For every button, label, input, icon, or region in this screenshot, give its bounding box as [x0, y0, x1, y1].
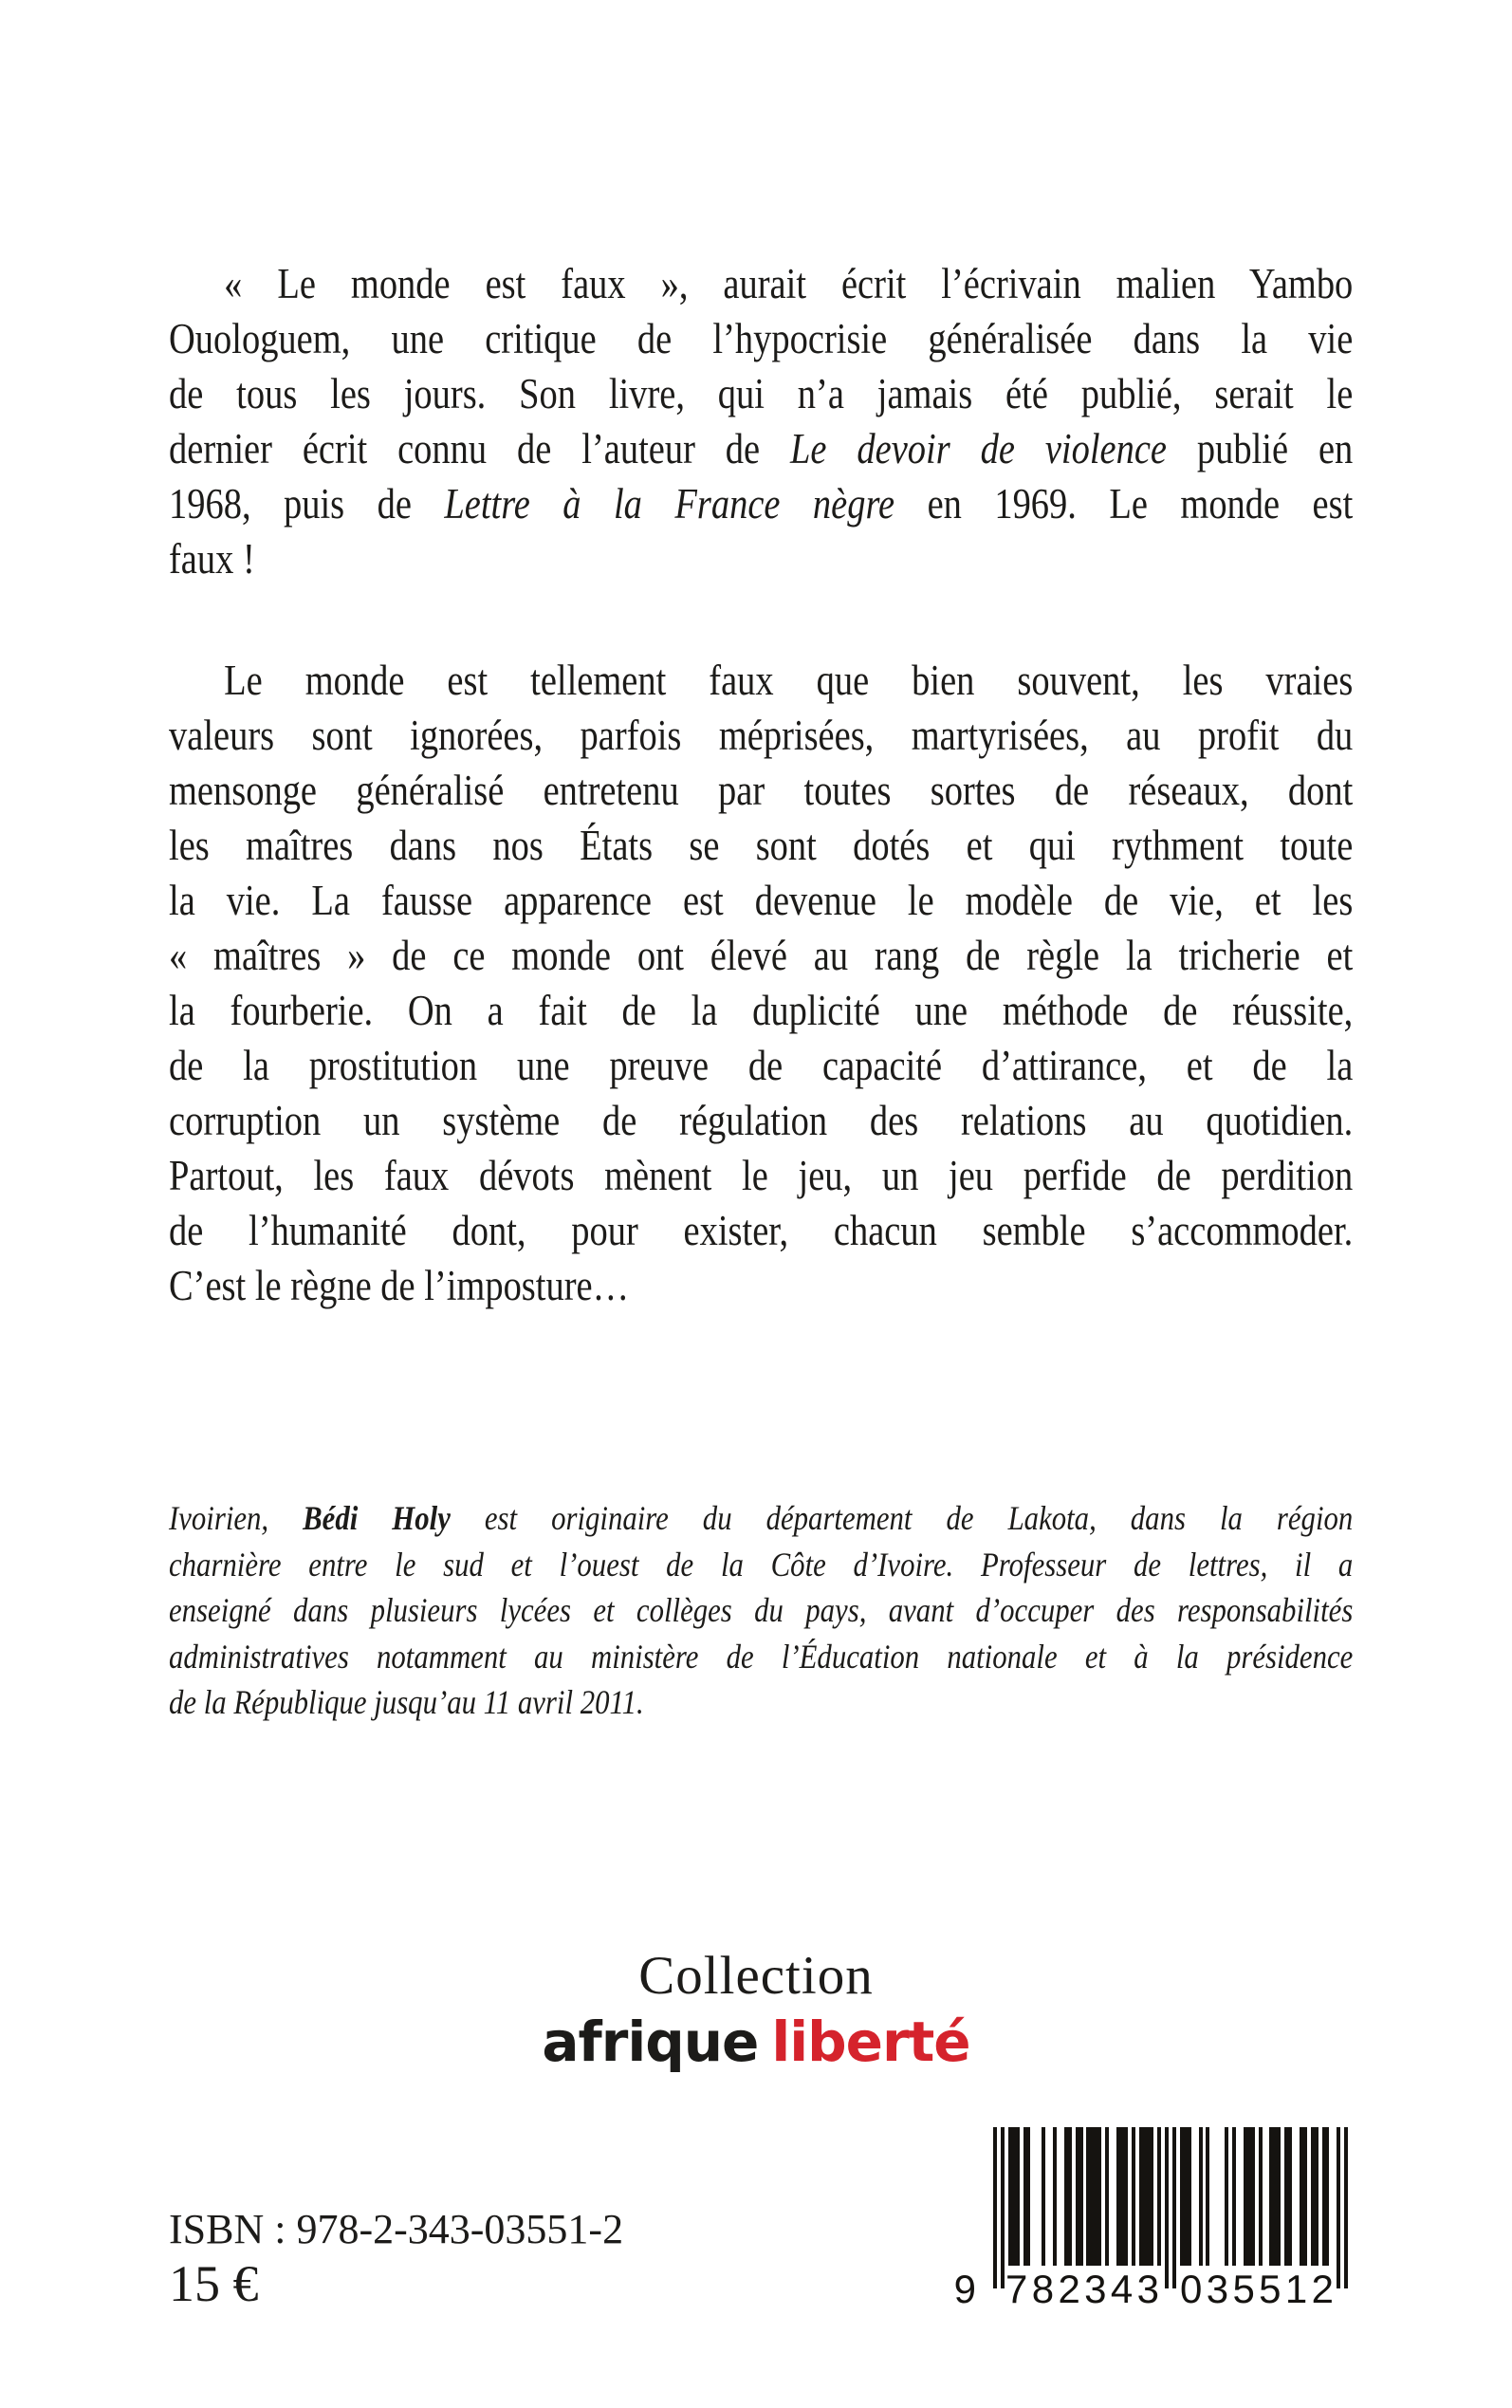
text-run: Bédi Holy [303, 1499, 451, 1537]
barcode-digit: 5 [1232, 2267, 1255, 2311]
paragraph [169, 653, 1353, 1313]
text-line [169, 421, 1353, 476]
text-run: Le devoir de violence [790, 425, 1167, 472]
text-run: en 1969. Le monde est [894, 480, 1354, 528]
text-run: Le monde est tellement faux que bien souvent, les vraies [224, 657, 1354, 704]
text-run: corruption un système de régulation des relations au quotidien. [169, 1097, 1354, 1144]
barcode-digit: 5 [1259, 2267, 1282, 2311]
isbn-text: ISBN : 978-2-343-03551-2 [169, 2206, 624, 2252]
text-run: « Le monde est faux », aurait écrit l’écrivain malien Yambo [224, 260, 1354, 307]
price-text: 15 € [169, 2255, 259, 2312]
barcode-bars [993, 2127, 1348, 2288]
text-line [169, 1038, 1353, 1093]
text-run: « maîtres » de ce monde ont élevé au rang de règle la tricherie et [169, 932, 1354, 979]
barcode-digit: 3 [1136, 2267, 1159, 2311]
barcode-digit: 1 [1284, 2267, 1308, 2311]
text-run: charnière entre le sud et l’ouest de la Côte d’Ivoire. Professeur de lettres, il a [169, 1545, 1354, 1584]
barcode-digits-right [1180, 2269, 1334, 2309]
text-line [169, 983, 1353, 1038]
text-line [169, 1148, 1353, 1203]
text-line [169, 1258, 1353, 1313]
text-run: les maîtres dans nos États se sont dotés et qui rythment toute [169, 822, 1354, 869]
collection-block [0, 1947, 1512, 2076]
text-run: enseigné dans plusieurs lycées et collèges du pays, avant d’occuper des responsabilités [169, 1591, 1354, 1629]
barcode-digit: 3 [1084, 2267, 1107, 2311]
text-line [169, 531, 1353, 586]
text-line [169, 311, 1353, 366]
collection-label: Collection [638, 1946, 874, 2006]
text-run: de tous les jours. Son livre, qui n’a jamais été publié, serait le [169, 370, 1354, 417]
text-line [169, 1495, 1353, 1542]
text-run: Partout, les faux dévots mènent le jeu, un jeu perfide de perdition [169, 1152, 1354, 1199]
barcode-digits-left [1005, 2269, 1159, 2309]
barcode [953, 2127, 1349, 2311]
text-run: Lettre à la France nègre [444, 480, 895, 528]
text-run: publié en [1166, 425, 1354, 472]
text-run: de la République jusqu’au 11 avril 2011. [169, 1683, 644, 1721]
text-run: Ivoirien, [169, 1499, 304, 1537]
text-run: est originaire du département de Lakota, dans la région [450, 1499, 1354, 1537]
synopsis-text [169, 256, 1353, 1313]
text-run: faux ! [169, 535, 255, 583]
barcode-digit: 8 [1031, 2267, 1055, 2311]
text-run: la vie. La fausse apparence est devenue le modèle de vie, et les [169, 877, 1354, 924]
barcode-digit-first: 9 [953, 2267, 976, 2311]
text-run: la fourberie. On a fait de la duplicité une méthode de réussite, [169, 987, 1354, 1034]
barcode-digit: 2 [1058, 2267, 1080, 2311]
text-line [169, 763, 1353, 818]
series-name-liberte: liberté [771, 2010, 970, 2074]
text-run: mensonge généralisé entretenu par toutes sortes de réseaux, dont [169, 767, 1354, 814]
text-run: Ouologuem, une critique de l’hypocrisie généralisée dans la vie [169, 315, 1354, 362]
text-run: dernier écrit connu de l’auteur de [169, 425, 791, 472]
text-line [169, 476, 1353, 531]
text-line [169, 1093, 1353, 1148]
text-run: C’est le règne de l’imposture… [169, 1262, 630, 1309]
text-line [169, 1587, 1353, 1634]
text-line [169, 1542, 1353, 1588]
text-run: 1968, puis de [169, 480, 445, 528]
author-bio [169, 1495, 1353, 1726]
barcode-digit: 4 [1110, 2267, 1134, 2311]
text-run: de l’humanité dont, pour exister, chacun semble s’accommoder. [169, 1207, 1354, 1254]
text-line [169, 708, 1353, 763]
barcode-bar [1344, 2127, 1348, 2288]
barcode-digit: 0 [1180, 2267, 1203, 2311]
barcode-digit: 7 [1005, 2267, 1028, 2311]
text-run: de la prostitution une preuve de capacité d’attirance, et de la [169, 1042, 1354, 1089]
text-line [169, 818, 1353, 873]
barcode-digit: 2 [1311, 2267, 1334, 2311]
barcode-digit: 3 [1206, 2267, 1229, 2311]
text-line [169, 653, 1353, 708]
text-line [169, 873, 1353, 928]
series-logo [0, 2008, 1512, 2076]
text-line [169, 1203, 1353, 1258]
text-line [169, 366, 1353, 421]
text-run: valeurs sont ignorées, parfois méprisées, martyrisées, au profit du [169, 712, 1354, 759]
series-name-afrique: afrique [542, 2010, 759, 2074]
paragraph [169, 256, 1353, 586]
text-line [169, 928, 1353, 983]
text-line [169, 1679, 1353, 1726]
text-run: administratives notamment au ministère de l’Éducation nationale et à la présidence [169, 1637, 1354, 1676]
text-line [169, 1634, 1353, 1680]
text-line [169, 256, 1353, 311]
